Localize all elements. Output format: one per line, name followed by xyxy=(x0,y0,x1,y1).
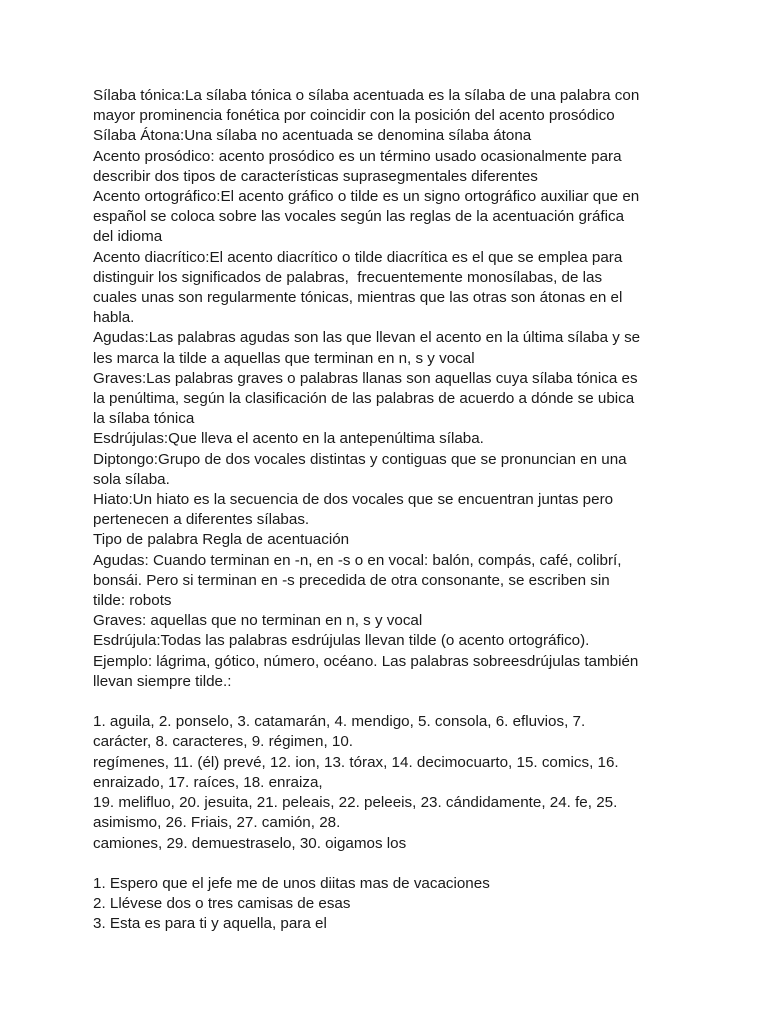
definitions-section xyxy=(93,86,683,692)
text-line: enraizado, 17. raíces, 18. enraiza, xyxy=(93,773,323,791)
text-line: Sílaba Átona:Una sílaba no acentuada se denomina sílaba átona xyxy=(93,127,532,145)
text-line: Tipo de palabra Regla de acentuación xyxy=(93,531,350,549)
text-line: Ejemplo: lágrima, gótico, número, océano. Las palabras sobreesdrújulas también xyxy=(93,652,639,670)
text-line: Graves:Las palabras graves o palabras llanas son aquellas cuya sílaba tónica es xyxy=(93,369,638,387)
text-line: Acento prosódico: acento prosódico es un término usado ocasionalmente para xyxy=(93,147,622,165)
text-line: español se coloca sobre las vocales según las reglas de la acentuación gráfica xyxy=(93,208,625,226)
text-line: camiones, 29. demuestraselo, 30. oigamos los xyxy=(93,834,407,852)
text-line: Graves: aquellas que no terminan en n, s y vocal xyxy=(93,612,423,630)
text-line: bonsái. Pero si terminan en -s precedida de otra consonante, se escriben sin xyxy=(93,571,610,589)
text-line: pertenecen a diferentes sílabas. xyxy=(93,511,310,529)
text-line: distinguir los significados de palabras, frecuentemente monosílabas, de las xyxy=(93,268,603,286)
document-page xyxy=(93,86,683,935)
text-line: asimismo, 26. Friais, 27. camión, 28. xyxy=(93,814,341,832)
blank-line xyxy=(93,692,683,712)
text-line: Diptongo:Grupo de dos vocales distintas y contiguas que se pronuncian en una xyxy=(93,450,627,468)
word-list-section xyxy=(93,712,683,853)
text-line: la penúltima, según la clasificación de las palabras de acuerdo a dónde se ubica xyxy=(93,390,635,408)
text-line: 1. aguila, 2. ponselo, 3. catamarán, 4. mendigo, 5. consola, 6. efluvios, 7. xyxy=(93,713,586,731)
text-line: sola sílaba. xyxy=(93,470,170,488)
text-line: carácter, 8. caracteres, 9. régimen, 10. xyxy=(93,733,353,751)
text-line: mayor prominencia fonética por coincidir con la posición del acento prosódico xyxy=(93,107,615,125)
text-line: Esdrújula:Todas las palabras esdrújulas llevan tilde (o acento ortográfico). xyxy=(93,632,590,650)
text-line: del idioma xyxy=(93,228,163,246)
blank-line xyxy=(93,854,683,874)
text-line: regímenes, 11. (él) prevé, 12. ion, 13. tórax, 14. decimocuarto, 15. comics, 16. xyxy=(93,753,619,771)
text-line: Acento diacrítico:El acento diacrítico o tilde diacrítica es el que se emplea para xyxy=(93,248,623,266)
text-line: habla. xyxy=(93,309,135,327)
text-line: 3. Esta es para ti y aquella, para el xyxy=(93,915,327,933)
text-line: Esdrújulas:Que lleva el acento en la antepenúltima sílaba. xyxy=(93,430,484,448)
text-line: describir dos tipos de características suprasegmentales diferentes xyxy=(93,167,538,185)
text-line: Hiato:Un hiato es la secuencia de dos vocales que se encuentran juntas pero xyxy=(93,491,614,509)
text-line: Agudas: Cuando terminan en -n, en -s o en vocal: balón, compás, café, colibrí, xyxy=(93,551,622,569)
text-line: la sílaba tónica xyxy=(93,410,195,428)
text-line: Agudas:Las palabras agudas son las que llevan el acento en la última sílaba y se xyxy=(93,329,641,347)
sentences-section xyxy=(93,874,683,935)
text-line: tilde: robots xyxy=(93,592,172,610)
text-line: les marca la tilde a aquellas que terminan en n, s y vocal xyxy=(93,349,475,367)
text-line: Sílaba tónica:La sílaba tónica o sílaba acentuada es la sílaba de una palabra con xyxy=(93,87,640,104)
text-line: 1. Espero que el jefe me de unos diitas mas de vacaciones xyxy=(93,874,490,892)
text-line: 19. melifluo, 20. jesuita, 21. peleais, 22. peleeis, 23. cándidamente, 24. fe, 25. xyxy=(93,794,618,812)
text-line: Acento ortográfico:El acento gráfico o tilde es un signo ortográfico auxiliar que en xyxy=(93,188,640,206)
text-line: cuales unas son regularmente tónicas, mientras que las otras son átonas en el xyxy=(93,289,623,307)
text-line: 2. Llévese dos o tres camisas de esas xyxy=(93,895,351,913)
text-line: llevan siempre tilde.: xyxy=(93,672,232,690)
